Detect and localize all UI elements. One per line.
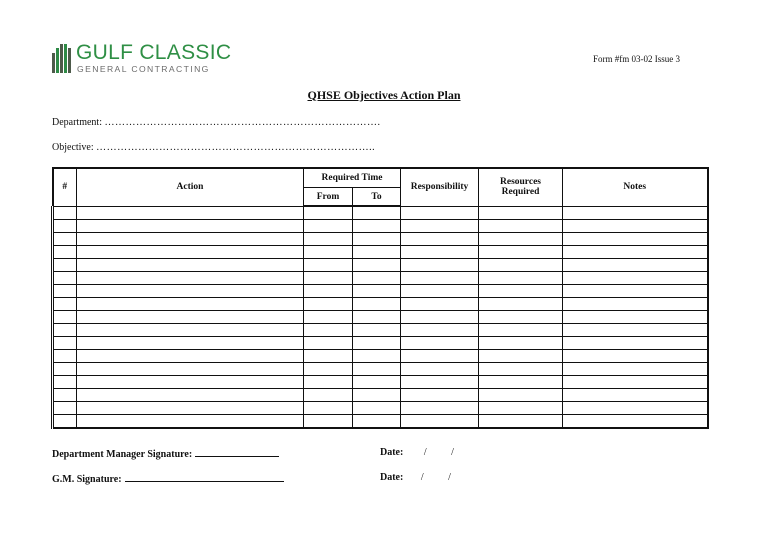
- cell-notes[interactable]: [563, 246, 708, 259]
- cell-from[interactable]: [304, 259, 353, 272]
- cell-responsibility[interactable]: [401, 402, 479, 415]
- date-separator: /: [420, 472, 424, 483]
- cell-action[interactable]: [77, 298, 304, 311]
- cell-action[interactable]: [77, 311, 304, 324]
- cell-responsibility[interactable]: [401, 311, 479, 324]
- cell-responsibility[interactable]: [401, 285, 479, 298]
- cell-action[interactable]: [77, 402, 304, 415]
- table-row: [53, 206, 708, 220]
- cell-action[interactable]: [77, 389, 304, 402]
- cell-resources[interactable]: [479, 376, 563, 389]
- cell-resources[interactable]: [479, 246, 563, 259]
- cell-from[interactable]: [304, 233, 353, 246]
- table-row: [53, 233, 708, 246]
- department-field[interactable]: [52, 117, 380, 128]
- department-label: Department:: [52, 117, 102, 128]
- form-number: Form #fm 03-02 Issue 3: [593, 54, 680, 64]
- column-header-to: To: [353, 188, 401, 207]
- cell-action[interactable]: [77, 415, 304, 429]
- cell-action[interactable]: [77, 259, 304, 272]
- company-logo: [52, 41, 232, 76]
- cell-resources[interactable]: [479, 272, 563, 285]
- gm-signature-line[interactable]: [125, 472, 284, 482]
- cell-notes[interactable]: [563, 415, 708, 429]
- cell-notes[interactable]: [563, 311, 708, 324]
- cell-num[interactable]: [53, 350, 77, 363]
- cell-to[interactable]: [353, 415, 401, 429]
- column-header-notes: Notes: [563, 168, 708, 206]
- cell-notes[interactable]: [563, 220, 708, 233]
- cell-num[interactable]: [53, 298, 77, 311]
- cell-num[interactable]: [53, 272, 77, 285]
- cell-responsibility[interactable]: [401, 324, 479, 337]
- department-input-dots[interactable]: …………………………………………………………………….: [104, 117, 381, 128]
- cell-from[interactable]: [304, 350, 353, 363]
- cell-notes[interactable]: [563, 206, 708, 220]
- action-plan-table: [51, 167, 709, 429]
- cell-responsibility[interactable]: [401, 415, 479, 429]
- cell-from[interactable]: [304, 376, 353, 389]
- cell-from[interactable]: [304, 285, 353, 298]
- logo-company-name: GULF CLASSIC: [76, 41, 232, 64]
- cell-action[interactable]: [77, 337, 304, 350]
- gm-signature-label: G.M. Signature:: [52, 474, 122, 485]
- logo-bars-icon: [52, 44, 74, 73]
- date-separator: /: [448, 472, 451, 483]
- cell-responsibility[interactable]: [401, 389, 479, 402]
- cell-from[interactable]: [304, 415, 353, 429]
- cell-responsibility[interactable]: [401, 206, 479, 220]
- cell-to[interactable]: [353, 402, 401, 415]
- cell-resources[interactable]: [479, 259, 563, 272]
- table-row: [53, 259, 708, 272]
- cell-resources[interactable]: [479, 206, 563, 220]
- dept-manager-signature-line[interactable]: [195, 447, 279, 457]
- cell-action[interactable]: [77, 206, 304, 220]
- cell-from[interactable]: [304, 272, 353, 285]
- resources-header-line2: Required: [501, 187, 540, 198]
- cell-responsibility[interactable]: [401, 376, 479, 389]
- cell-responsibility[interactable]: [401, 233, 479, 246]
- cell-notes[interactable]: [563, 337, 708, 350]
- cell-resources[interactable]: [479, 337, 563, 350]
- cell-notes[interactable]: [563, 402, 708, 415]
- gm-signature: [52, 472, 284, 485]
- cell-num[interactable]: [53, 285, 77, 298]
- cell-from[interactable]: [304, 220, 353, 233]
- cell-resources[interactable]: [479, 285, 563, 298]
- page-title: QHSE Objectives Action Plan: [307, 88, 461, 102]
- objective-field[interactable]: [52, 142, 375, 153]
- column-header-required-time: Required Time: [304, 168, 401, 188]
- cell-to[interactable]: [353, 259, 401, 272]
- cell-to[interactable]: [353, 285, 401, 298]
- table-row: [53, 415, 708, 429]
- cell-num[interactable]: [53, 389, 77, 402]
- cell-num[interactable]: [53, 337, 77, 350]
- cell-to[interactable]: [353, 233, 401, 246]
- cell-from[interactable]: [304, 206, 353, 220]
- column-header-resources-required: [479, 168, 563, 206]
- table-row: [53, 285, 708, 298]
- cell-resources[interactable]: [479, 402, 563, 415]
- cell-from[interactable]: [304, 246, 353, 259]
- cell-num[interactable]: [53, 220, 77, 233]
- cell-from[interactable]: [304, 389, 353, 402]
- table-row: [53, 363, 708, 376]
- cell-responsibility[interactable]: [401, 246, 479, 259]
- action-plan-rows: [53, 206, 708, 428]
- table-row: [53, 246, 708, 259]
- cell-action[interactable]: [77, 272, 304, 285]
- cell-to[interactable]: [353, 272, 401, 285]
- cell-from[interactable]: [304, 311, 353, 324]
- cell-to[interactable]: [353, 363, 401, 376]
- cell-notes[interactable]: [563, 285, 708, 298]
- table-row: [53, 324, 708, 337]
- cell-notes[interactable]: [563, 350, 708, 363]
- cell-num[interactable]: [53, 259, 77, 272]
- cell-num[interactable]: [53, 363, 77, 376]
- column-header-action: Action: [77, 168, 304, 206]
- objective-label: Objective:: [52, 142, 94, 153]
- objective-input-dots[interactable]: ……………………………………………………………………..: [96, 142, 376, 153]
- cell-action[interactable]: [77, 246, 304, 259]
- column-header-number: #: [53, 168, 77, 206]
- cell-notes[interactable]: [563, 259, 708, 272]
- table-row: [53, 220, 708, 233]
- cell-action[interactable]: [77, 363, 304, 376]
- column-header-from: From: [304, 188, 353, 207]
- table-row: [53, 337, 708, 350]
- cell-responsibility[interactable]: [401, 298, 479, 311]
- cell-to[interactable]: [353, 206, 401, 220]
- cell-to[interactable]: [353, 376, 401, 389]
- table-row: [53, 311, 708, 324]
- cell-to[interactable]: [353, 324, 401, 337]
- cell-notes[interactable]: [563, 233, 708, 246]
- gm-date: [380, 472, 451, 483]
- date-separator: /: [451, 447, 454, 458]
- cell-notes[interactable]: [563, 389, 708, 402]
- cell-responsibility[interactable]: [401, 259, 479, 272]
- cell-to[interactable]: [353, 298, 401, 311]
- cell-num[interactable]: [53, 311, 77, 324]
- cell-notes[interactable]: [563, 324, 708, 337]
- cell-from[interactable]: [304, 298, 353, 311]
- cell-action[interactable]: [77, 285, 304, 298]
- resources-header-line1: Resources: [500, 177, 541, 188]
- cell-action[interactable]: [77, 220, 304, 233]
- table-row: [53, 272, 708, 285]
- cell-responsibility[interactable]: [401, 272, 479, 285]
- dept-manager-signature-label: Department Manager Signature:: [52, 449, 193, 460]
- column-header-responsibility: Responsibility: [401, 168, 479, 206]
- cell-num[interactable]: [53, 233, 77, 246]
- cell-notes[interactable]: [563, 363, 708, 376]
- cell-from[interactable]: [304, 402, 353, 415]
- cell-num[interactable]: [53, 206, 77, 220]
- date-separator: /: [423, 447, 427, 458]
- cell-resources[interactable]: [479, 233, 563, 246]
- cell-resources[interactable]: [479, 324, 563, 337]
- cell-from[interactable]: [304, 363, 353, 376]
- gm-date-label: Date:: [380, 472, 404, 483]
- cell-responsibility[interactable]: [401, 363, 479, 376]
- cell-action[interactable]: [77, 376, 304, 389]
- cell-to[interactable]: [353, 337, 401, 350]
- dept-manager-signature: [52, 447, 279, 460]
- cell-resources[interactable]: [479, 415, 563, 429]
- cell-num[interactable]: [53, 324, 77, 337]
- cell-responsibility[interactable]: [401, 350, 479, 363]
- cell-to[interactable]: [353, 311, 401, 324]
- cell-resources[interactable]: [479, 311, 563, 324]
- cell-action[interactable]: [77, 324, 304, 337]
- cell-num[interactable]: [53, 246, 77, 259]
- cell-to[interactable]: [353, 220, 401, 233]
- table-row: [53, 376, 708, 389]
- table-row: [53, 298, 708, 311]
- table-row: [53, 402, 708, 415]
- cell-notes[interactable]: [563, 272, 708, 285]
- cell-notes[interactable]: [563, 376, 708, 389]
- cell-resources[interactable]: [479, 350, 563, 363]
- cell-responsibility[interactable]: [401, 220, 479, 233]
- cell-num[interactable]: [53, 376, 77, 389]
- cell-action[interactable]: [77, 350, 304, 363]
- dept-manager-date-label: Date:: [380, 447, 404, 458]
- table-row: [53, 389, 708, 402]
- cell-notes[interactable]: [563, 298, 708, 311]
- table-row: [53, 350, 708, 363]
- logo-company-subtitle: GENERAL CONTRACTING: [77, 64, 210, 74]
- cell-resources[interactable]: [479, 389, 563, 402]
- cell-to[interactable]: [353, 389, 401, 402]
- cell-resources[interactable]: [479, 220, 563, 233]
- cell-from[interactable]: [304, 324, 353, 337]
- cell-num[interactable]: [53, 402, 77, 415]
- cell-responsibility[interactable]: [401, 337, 479, 350]
- cell-num[interactable]: [53, 415, 77, 429]
- cell-resources[interactable]: [479, 363, 563, 376]
- cell-from[interactable]: [304, 337, 353, 350]
- cell-resources[interactable]: [479, 298, 563, 311]
- dept-manager-date: [380, 447, 454, 458]
- cell-to[interactable]: [353, 246, 401, 259]
- cell-action[interactable]: [77, 233, 304, 246]
- cell-to[interactable]: [353, 350, 401, 363]
